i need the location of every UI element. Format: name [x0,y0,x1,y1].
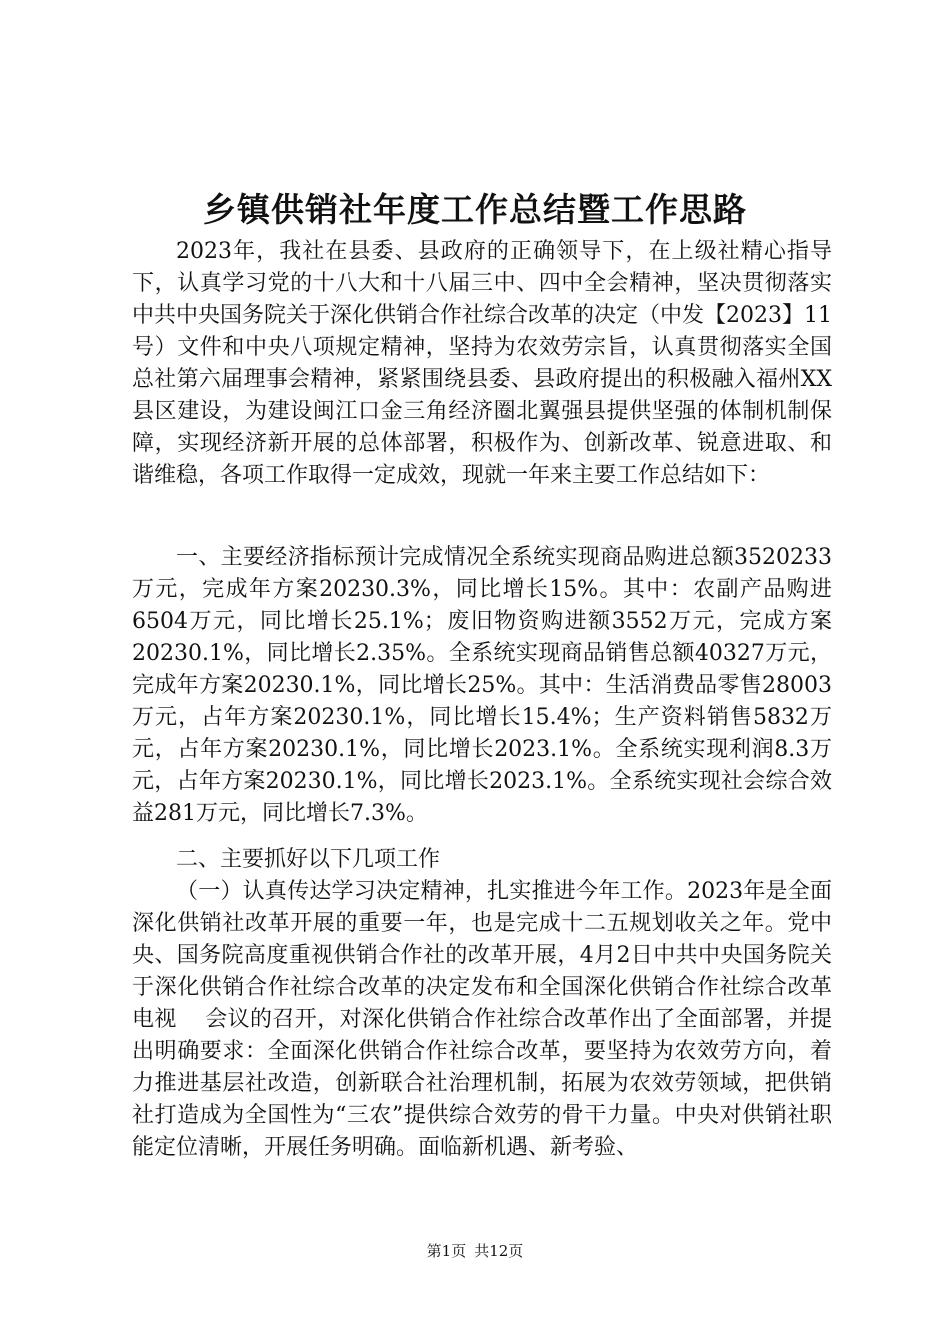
paragraph-economic-indicators: 一、主要经济指标预计完成情况全系统实现商品购进总额3520233万元，完成年方案20230.3%，同比增长15%。其中：农副产品购进6504万元，同比增长25.1%；废旧物资购进额3552万元，完成方案20230.1%，同比增长2.35%。全系统实现商品销售总额40327万元，完成年方案20230.1%，同比增长25%。其中：生活消费品零售28003万元，占年方案20230.1%，同比增长15.4%；生产资料销售5832万元，占年方案20230.1%，同比增长2023.1%。全系统实现利润8.3万元，占年方案20230.1%，同比增长2023.1%。全系统实现社会综合效益281万元，同比增长7.3%。 [132,545,832,826]
document-title: 乡镇供销社年度工作总结暨工作思路 [203,190,747,229]
page-total: 共12页 [474,1242,524,1260]
paragraph-work-item-1-part-a: （一）认真传达学习决定精神，扎实推进今年工作。2023年是全面深化供销社改革开展的重要一年，也是完成十二五规划收关之年。党中央、国务院高度重视供销合作社的改革开展，4月2日中共中央国务院关于深化供销合作社综合改革的决定发布和全国深化供销合作社综合改革电视 [132,879,832,1032]
paragraph-work-item-1-part-b: 会议的召开，对深化供销合作社综合改革作出了全面部署，并提出明确要求：全面深化供销合作社综合改革，要坚持为农效劳方向，着力推进基层社改造，创新联合社治理机制，拓展为农效劳领域，把供销社打造成为全国性为“三农”提供综合效劳的骨干力量。中央对供销社职能定位清晰，开展任务明确。面临新机遇、新考验、 [132,1007,832,1160]
paragraph-intro: 2023年，我社在县委、县政府的正确领导下，在上级社精心指导下，认真学习党的十八大和十八届三中、四中全会精神，坚决贯彻落实中共中央国务院关于深化供销合作社综合改革的决定（中发【2023】11号）文件和中央八项规定精神，坚持为农效劳宗旨，认真贯彻落实全国总社第六届理事会精神，紧紧围绕县委、县政府提出的积极融入福州XX县区建设，为建设闽江口金三角经济圈北翼强县提供坚强的体制机制保障，实现经济新开展的总体部署，积极作为、创新改革、锐意进取、和谐维稳，各项工作取得一定成效，现就一年来主要工作总结如下： [132,239,832,488]
page-footer [0,1241,950,1261]
section-heading-main-work: 二、主要抓好以下几项工作 [176,847,441,872]
page-number: 第1页 [426,1242,467,1260]
paragraph-work-item-1 [132,876,832,1164]
